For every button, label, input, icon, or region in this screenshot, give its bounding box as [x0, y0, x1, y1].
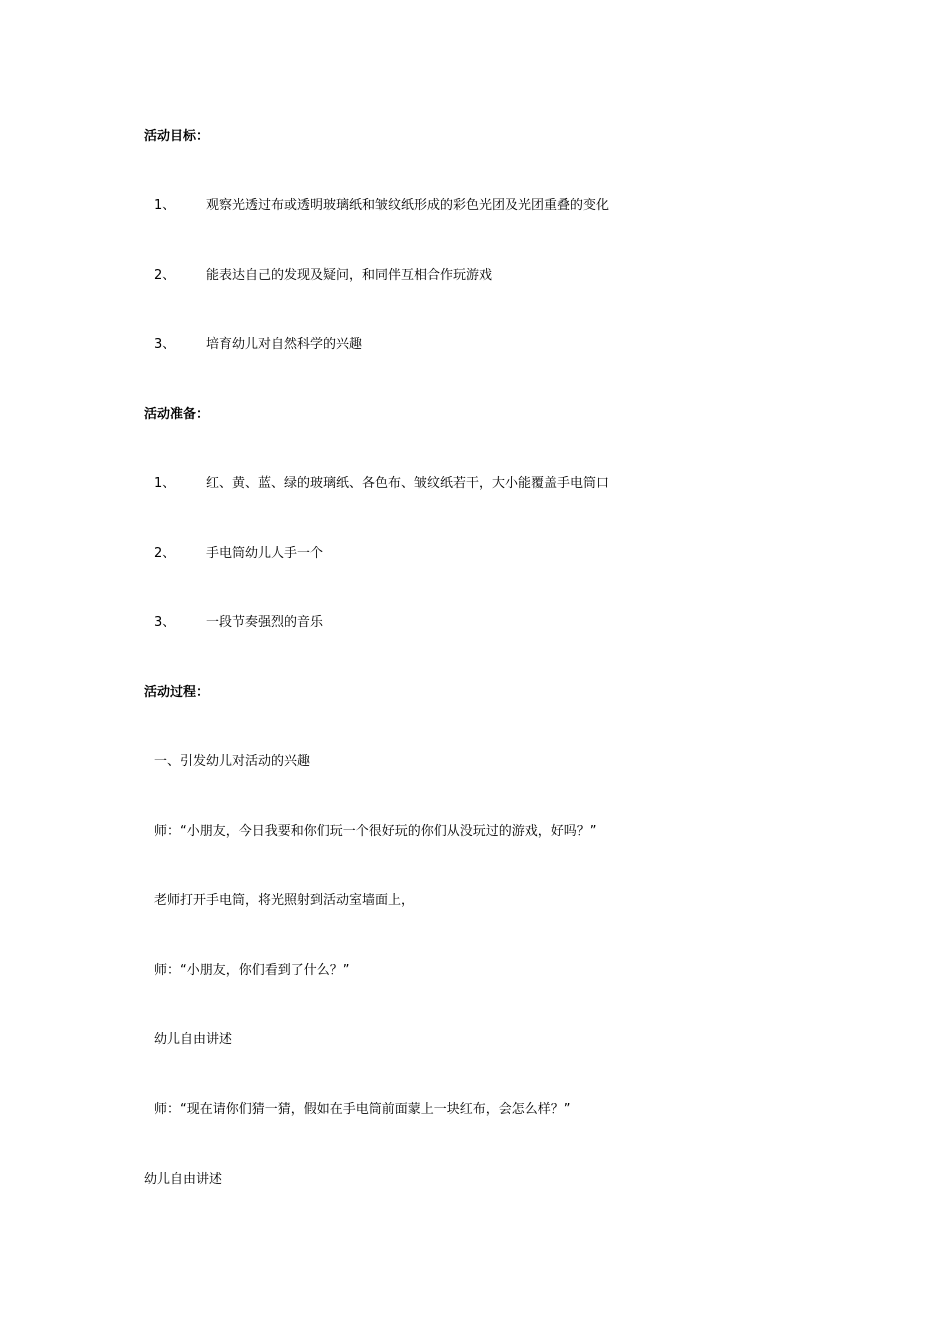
process-paragraph-4: 师：“小朋友，你们看到了什么？”: [154, 963, 350, 978]
process-heading: 活动过程：: [144, 685, 210, 700]
process-paragraph-7: 幼儿自由讲述: [144, 1172, 223, 1187]
preparation-item-1-number: 1、: [154, 476, 176, 491]
goal-item-1-number: 1、: [154, 198, 176, 213]
preparation-item-2-number: 2、: [154, 546, 176, 561]
process-paragraph-2: 师：“小朋友，今日我要和你们玩一个很好玩的你们从没玩过的游戏，好吗？”: [154, 824, 597, 839]
preparation-heading: 活动准备：: [144, 407, 210, 422]
goal-item-3-number: 3、: [154, 337, 176, 352]
process-paragraph-3: 老师打开手电筒，将光照射到活动室墙面上，: [154, 893, 415, 908]
goal-item-2-number: 2、: [154, 268, 176, 283]
process-paragraph-5: 幼儿自由讲述: [154, 1032, 233, 1047]
preparation-item-3-text: 一段节奏强烈的音乐: [206, 615, 324, 630]
process-paragraph-1: 一、引发幼儿对活动的兴趣: [154, 754, 311, 769]
preparation-item-2-text: 手电筒幼儿人手一个: [206, 546, 324, 561]
preparation-item-1-text: 红、黄、蓝、绿的玻璃纸、各色布、皱纹纸若干，大小能覆盖手电筒口: [206, 476, 610, 491]
process-paragraph-6: 师：“现在请你们猜一猜，假如在手电筒前面蒙上一块红布，会怎么样？”: [154, 1102, 571, 1117]
goal-item-2-text: 能表达自己的发现及疑问，和同伴互相合作玩游戏: [206, 268, 493, 283]
goals-heading: 活动目标：: [144, 129, 210, 144]
goal-item-3-text: 培育幼儿对自然科学的兴趣: [206, 337, 363, 352]
goal-item-1-text: 观察光透过布或透明玻璃纸和皱纹纸形成的彩色光团及光团重叠的变化: [206, 198, 610, 213]
preparation-item-3-number: 3、: [154, 615, 176, 630]
